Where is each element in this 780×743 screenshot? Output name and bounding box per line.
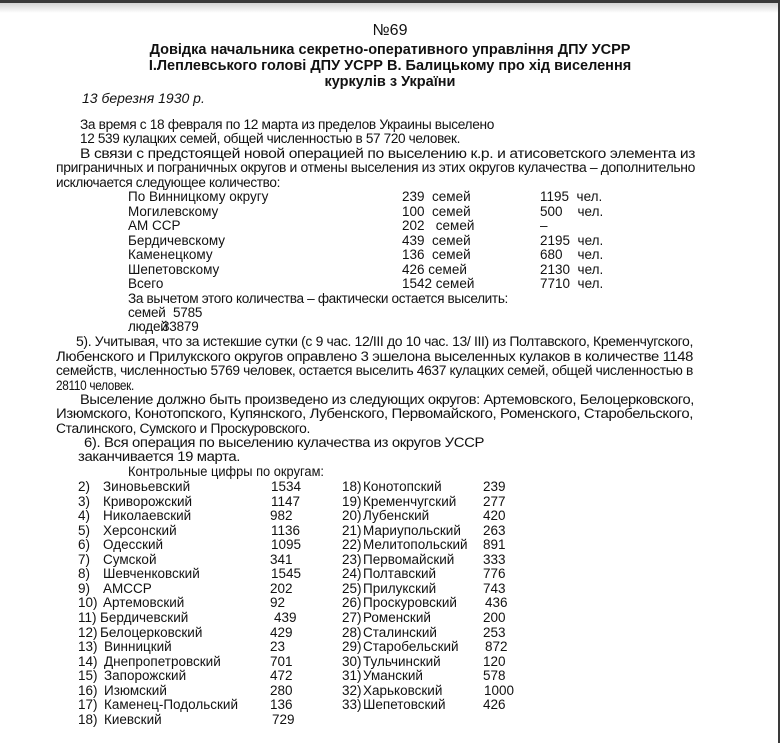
control-row-number: 9) [78, 580, 91, 596]
eviction-line-1: Выселение должно быть произведено из следующих округов: Артемовского, Белоцерковского, [80, 392, 694, 407]
exclusion-families: 202 семей [402, 218, 475, 233]
control-row-number: 16) [78, 682, 98, 698]
para2-line-1: В связи с предстоящей новой операцией по выселению к.р. и атисоветского элемента из [80, 146, 695, 161]
control-row-district: Первомайский [363, 551, 455, 567]
remaining-heading: За вычетом этого количества – фактически остается выселить: [128, 291, 508, 306]
control-row-district: Прилукский [363, 580, 437, 596]
control-row-number: 20) [342, 508, 362, 524]
control-row-district: Проскуровский [363, 595, 457, 611]
exclusion-people: 1195 чел. [540, 189, 603, 204]
control-row-district: Днепропетровский [104, 653, 221, 669]
control-row-district: Бердичевский [100, 609, 189, 625]
control-row-value: 729 [272, 711, 295, 727]
control-row-number: 6) [78, 537, 91, 553]
control-row-district: Сталинский [363, 624, 437, 640]
control-row-value: 1545 [271, 566, 302, 582]
eviction-line-3: Сталинского, Сумского и Проскуровского. [56, 421, 310, 436]
control-row-value: 472 [270, 668, 293, 684]
control-row-district: Шевченковский [103, 566, 200, 582]
control-row-number: 33) [342, 697, 362, 713]
document-title-line-2: І.Леплевського голові ДПУ УСРР В. Балицькому про хід виселення [148, 58, 632, 74]
control-row-value: 200 [483, 609, 506, 625]
control-row-district: Одесский [103, 537, 164, 553]
para6-line-2: заканчивается 19 марта. [78, 449, 240, 464]
control-row-number: 2) [78, 479, 91, 494]
exclusion-district: Могилевскому [128, 204, 219, 219]
exclusion-district: Шепетовскому [128, 262, 220, 277]
control-row-value: 92 [270, 595, 286, 611]
control-row-district: Тульчинский [363, 653, 441, 669]
control-row-number: 4) [78, 508, 91, 524]
exclusion-district: Бердичевскому [128, 233, 226, 248]
control-row-number: 30) [342, 653, 362, 669]
control-row-value: 1000 [484, 682, 515, 698]
remaining-families-value: 5785 [173, 305, 203, 320]
control-row-district: Мелитопольский [363, 537, 468, 553]
control-row-number: 10) [78, 595, 98, 611]
control-row-number: 17) [78, 697, 98, 713]
control-row-district: Кременчугский [363, 493, 457, 509]
control-row-value: 341 [270, 551, 293, 567]
top-shadow [0, 3, 780, 13]
control-row-value: 439 [274, 609, 297, 625]
control-row-value: 253 [483, 624, 506, 640]
control-row-value: 136 [270, 697, 293, 713]
control-row-district: Старобельский [363, 639, 459, 655]
control-row-district: Зиновьевский [103, 479, 191, 494]
control-row-number: 12) [78, 624, 98, 640]
control-row-number: 5) [78, 522, 91, 538]
remaining-people-value: 33879 [162, 319, 199, 334]
document-number: №69 [372, 22, 408, 39]
control-row-district: Белоцерковский [100, 624, 203, 640]
control-row-number: 3) [78, 493, 91, 509]
control-row-district: Изюмский [104, 682, 167, 698]
control-row-value: 202 [270, 580, 293, 596]
control-heading: Контрольные цифры по округам: [128, 464, 324, 479]
control-row-district: Шепетовский [363, 697, 446, 713]
intro-line-2: 12 539 кулацких семей, общей численностью в 57 720 человек. [80, 131, 460, 146]
control-row-district: Запорожский [104, 668, 187, 684]
control-row-value: 776 [483, 566, 506, 582]
control-row-value: 426 [483, 697, 506, 713]
control-row-district: Конотопский [363, 479, 442, 494]
control-row-value: 23 [270, 639, 286, 655]
remaining-families-label: семей [128, 305, 166, 320]
exclusion-district: Каменецкому [128, 247, 213, 262]
control-row-district: Николаевский [103, 508, 192, 524]
control-row-value: 578 [483, 668, 506, 684]
control-row-district: АМССР [103, 580, 152, 596]
control-row-number: 27) [342, 609, 362, 625]
control-row-value: 277 [483, 493, 506, 509]
eviction-line-2: Изюмского, Конотопского, Купянского, Лубенского, Первомайского, Роменского, Старобельского, [56, 406, 694, 421]
control-row-district: Уманский [363, 668, 423, 684]
exclusion-families: 136 семей [402, 247, 471, 262]
control-row-value: 1534 [271, 479, 302, 494]
exclusion-district: Всего [128, 276, 164, 291]
exclusion-people: 7710 чел. [540, 276, 604, 291]
intro-line-1: За время с 18 февраля по 12 марта из пределов Украины выселено [80, 117, 494, 132]
exclusion-people: 680 чел. [540, 247, 604, 262]
control-row-number: 32) [342, 682, 362, 698]
control-row-value: 420 [483, 508, 506, 524]
control-row-district: Каменец-Подольский [104, 697, 239, 713]
exclusion-district: По Винницкому округу [128, 189, 269, 204]
exclusion-families: 1542 семей [402, 276, 475, 291]
para5-line-1: 5). Учитывая, что за истекшие сутки (с 9 час. 12/III до 10 час. 13/ III) из Полтавского, Кременчугского, [76, 334, 693, 349]
control-row-number: 7) [78, 551, 91, 567]
control-row-district: Мариупольский [363, 522, 461, 538]
control-row-district: Артемовский [103, 595, 185, 611]
para6-line-1: 6). Вся операция по выселению кулачества из округов УССР [84, 435, 485, 450]
control-row-number: 18) [342, 479, 362, 494]
control-row-number: 23) [342, 551, 362, 567]
exclusion-people: 2195 чел. [540, 233, 604, 248]
control-row-number: 11) [78, 609, 97, 625]
control-row-number: 15) [78, 668, 98, 684]
control-row-number: 25) [342, 580, 362, 596]
control-row-number: 24) [342, 566, 362, 582]
control-row-value: 1136 [271, 522, 301, 538]
control-row-value: 263 [483, 522, 506, 538]
exclusion-families: 239 семей [402, 189, 471, 204]
control-row-value: 872 [485, 639, 508, 655]
control-row-number: 21) [342, 522, 362, 538]
control-row-value: 280 [270, 682, 293, 698]
control-row-district: Харьковский [363, 682, 443, 698]
control-row-value: 1147 [271, 493, 301, 509]
para2-line-2: приграничных и пограничных округов и отмены выселения из этих округов кулачества – дополнительно [56, 160, 695, 175]
exclusion-people: 500 чел. [540, 204, 604, 219]
control-row-number: 29) [342, 639, 362, 655]
control-row-district: Винницкий [104, 639, 172, 655]
control-row-number: 26) [342, 595, 362, 611]
para5-line-2: Любенского и Прилукского округов оправлено 3 эшелона выселенных кулаков в количестве 1148 [56, 349, 693, 364]
control-row-number: 18) [78, 711, 98, 727]
control-row-number: 8) [78, 566, 91, 582]
control-row-district: Лубенский [363, 508, 430, 524]
control-row-value: 333 [483, 551, 506, 567]
control-row-value: 1095 [271, 537, 302, 553]
exclusion-families: 439 семей [402, 233, 471, 248]
control-row-district: Криворожский [103, 493, 193, 509]
remaining-people-label: людей [128, 319, 168, 334]
exclusion-people: 2130 чел. [540, 262, 604, 277]
document-title-line-3: куркулів з України [324, 74, 456, 90]
control-row-number: 14) [78, 653, 98, 669]
control-row-district: Роменский [363, 609, 431, 625]
control-row-value: 743 [483, 580, 506, 596]
control-row-number: 22) [342, 537, 362, 553]
exclusion-people: – [540, 218, 548, 233]
control-row-number: 13) [78, 639, 98, 655]
exclusion-families: 426 семей [402, 262, 467, 277]
control-row-value: 891 [483, 537, 506, 553]
control-row-value: 239 [483, 479, 506, 494]
document-title-line-1: Довідка начальника секретно-оперативного управління ДПУ УСРР [149, 42, 631, 58]
control-row-value: 982 [270, 508, 293, 524]
exclusion-families: 100 семей [402, 204, 471, 219]
control-row-value: 436 [485, 595, 508, 611]
control-row-value: 120 [483, 653, 506, 669]
document-date: 13 березня 1930 р. [82, 90, 205, 106]
para2-line-3: исключается следующее количество: [56, 175, 280, 190]
exclusion-district: АМ ССР [128, 218, 181, 233]
control-row-district: Сумской [103, 551, 157, 567]
control-row-value: 701 [270, 653, 293, 669]
control-row-number: 19) [342, 493, 362, 509]
control-row-number: 28) [342, 624, 362, 640]
control-row-district: Херсонский [103, 522, 177, 538]
control-row-number: 31) [342, 668, 362, 684]
control-row-district: Полтавский [363, 566, 437, 582]
para5-line-4: 28110 человек. [56, 378, 134, 393]
para5-line-3: семейств, численностью 5769 человек, остается выселить 4637 кулацких семей, общей численностью в [56, 363, 693, 378]
control-row-value: 429 [270, 624, 293, 640]
control-row-district: Киевский [104, 711, 162, 727]
